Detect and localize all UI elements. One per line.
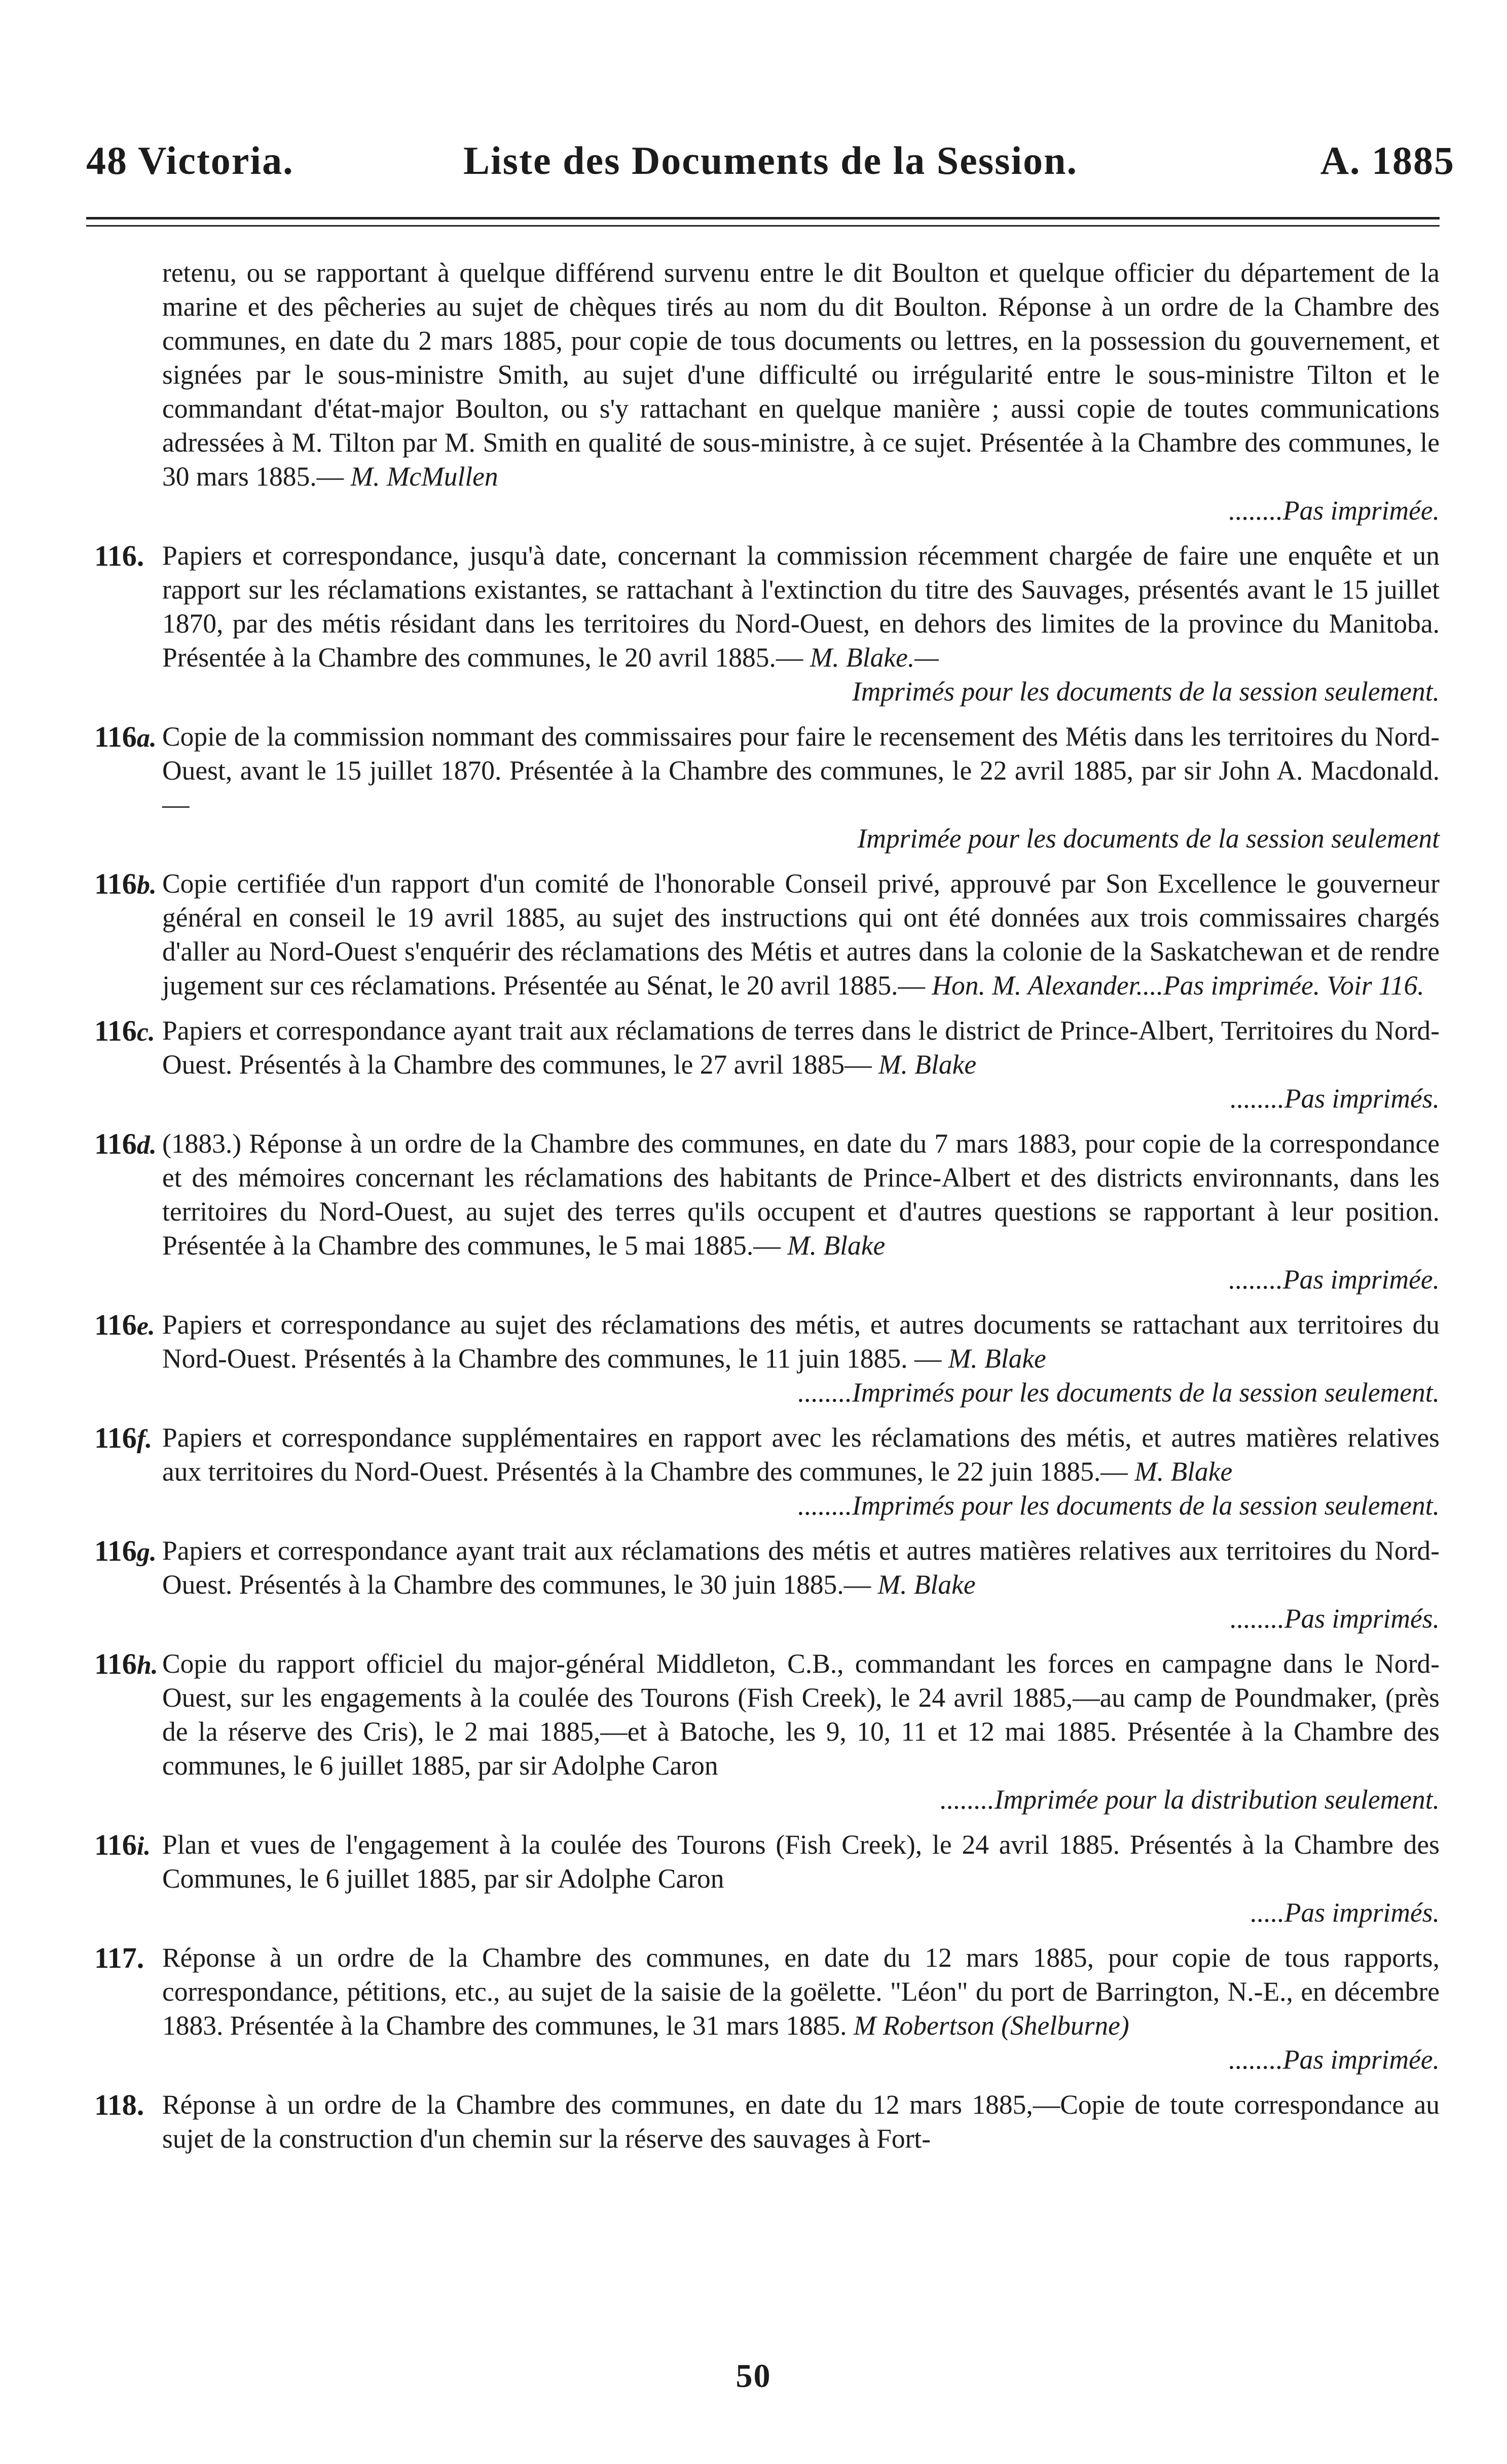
entry-text: Plan et vues de l'engagement à la coulée des Tourons (Fish Creek), le 24 avril 1885. Présentés à la Chambre des Communes, le 6 juillet 1885, par sir Adolphe Caron xyxy=(162,1829,1440,1894)
entry-number: 116f. xyxy=(94,1421,153,1454)
running-header xyxy=(86,138,1455,194)
entry-number: 116d. xyxy=(94,1127,157,1160)
entry-status: ........Pas imprimée. xyxy=(1228,495,1440,526)
header-rule-thick xyxy=(86,217,1440,219)
document-list xyxy=(86,256,1440,2167)
entry-status: ........Pas imprimés. xyxy=(1230,1083,1440,1114)
list-item xyxy=(86,1308,1440,1410)
entry-text: Réponse à un ordre de la Chambre des communes, en date du 12 mars 1885,—Copie de toute correspondance au sujet de la construction d'un chemin sur la réserve des sauvages à Fort- xyxy=(162,2089,1440,2154)
header-rule-thin xyxy=(86,225,1440,227)
list-item xyxy=(86,539,1440,709)
entry-number: 116g. xyxy=(94,1534,157,1567)
entry-mover: M Robertson (Shelburne) xyxy=(853,2010,1129,2041)
entry-status: ........Pas imprimés. xyxy=(1230,1603,1440,1634)
list-item xyxy=(86,1828,1440,1930)
entry-text: retenu, ou se rapportant à quelque différend survenu entre le dit Boulton et quelque officier du département de la marine et des pêcheries au sujet de chèques tirés au nom du dit Boulton. Réponse à un ordre de la Chambre des communes, en date du 2 mars 1885, pour copie de tous documents ou lettres, en la possession du gouvernement, et signées par le sous-ministre Smith, au sujet d'une difficulté ou irrégularité entre le sous-ministre Tilton et le commandant d'état-major Boulton, ou s'y rattachant en quelque manière ; aussi copie de toutes communications adressées à M. Tilton par M. Smith en qualité de sous-ministre, à ce sujet. Présentée à la Chambre des communes, le 30 mars 1885.— xyxy=(162,258,1440,492)
list-item xyxy=(86,720,1440,856)
entry-mover: Hon. M. Alexander....Pas imprimée. Voir 116. xyxy=(932,970,1424,1001)
entry-text: (1883.) Réponse à un ordre de la Chambre des communes, en date du 7 mars 1883, pour copie de la correspondance et des mémoires concernant les réclamations des habitants de Prince-Albert et des districts environnants, dans les territoires du Nord-Ouest, au sujet des terres qu'ils occupent et d'autres questions se rapportant à leur position. Présentée à la Chambre des communes, le 5 mai 1885.— xyxy=(162,1128,1440,1261)
entry-status: ........Pas imprimée. xyxy=(1228,2044,1440,2075)
entry-text: Papiers et correspondance ayant trait aux réclamations des métis et autres matières relatives aux territoires du Nord-Ouest. Présentés à la Chambre des communes, le 30 juin 1885.— xyxy=(162,1535,1440,1600)
entry-text: Papiers et correspondance supplémentaires en rapport avec les réclamations des métis, et autres matières relatives aux territoires du Nord-Ouest. Présentés à la Chambre des communes, le 22 juin 1885.— xyxy=(162,1422,1440,1487)
entry-text: Papiers et correspondance, jusqu'à date, concernant la commission récemment chargée de faire une enquête et un rapport sur les réclamations existantes, se rattachant à l'extinction du titre des Sauvages, présentés avant le 15 juillet 1870, par des métis résidant dans les territoires du Nord-Ouest, en dehors des limites de la province du Manitoba. Présentée à la Chambre des communes, le 20 avril 1885.— xyxy=(162,540,1440,673)
entry-number: 118. xyxy=(94,2088,144,2121)
header-year: A. 1885 xyxy=(1320,138,1455,182)
list-item xyxy=(86,867,1440,1003)
entry-number: 116i. xyxy=(94,1828,151,1861)
entry-status: ........Imprimée pour la distribution seulement. xyxy=(940,1784,1440,1815)
entry-mover: M. Blake xyxy=(787,1230,886,1261)
list-item xyxy=(86,1941,1440,2077)
entry-number: 116a. xyxy=(94,720,157,753)
entry-number: 116h. xyxy=(94,1647,158,1680)
entry-mover: M. McMullen xyxy=(350,461,498,492)
list-item xyxy=(86,1647,1440,1817)
entry-number: 116e. xyxy=(94,1308,155,1341)
entry-text: Copie de la commission nommant des commissaires pour faire le recensement des Métis dans les territoires du Nord-Ouest, avant le 15 juillet 1870. Présentée à la Chambre des communes, le 22 avril 1885, par sir John A. Macdonald.— xyxy=(162,721,1440,820)
entry-status: ........Imprimés pour les documents de la session seulement. xyxy=(797,1490,1440,1521)
list-item xyxy=(86,1127,1440,1297)
entry-text: Papiers et correspondance au sujet des réclamations des métis, et autres documents se rattachant aux territoires du Nord-Ouest. Présentés à la Chambre des communes, le 11 juin 1885. — xyxy=(162,1309,1440,1374)
entry-status: ........Pas imprimée. xyxy=(1228,1264,1440,1295)
entry-mover: M. Blake xyxy=(1134,1456,1233,1487)
list-item xyxy=(86,2088,1440,2156)
list-item xyxy=(86,1014,1440,1116)
header-volume: 48 Victoria. xyxy=(86,138,294,182)
entry-status: .....Pas imprimés. xyxy=(1250,1897,1440,1928)
entry-number: 116c. xyxy=(94,1014,155,1047)
entry-mover: M. Blake.— xyxy=(810,642,939,673)
header-title: Liste des Documents de la Session. xyxy=(463,138,1078,182)
list-item xyxy=(86,256,1440,528)
entry-text: Copie du rapport officiel du major-général Middleton, C.B., commandant les forces en campagne dans le Nord-Ouest, sur les engagements à la coulée des Tourons (Fish Creek), le 24 avril 1885,—au camp de Poundmaker, (près de la réserve des Cris), le 2 mai 1885,—et à Batoche, les 9, 10, 11 et 12 mai 1885. Présentée à la Chambre des communes, le 6 juillet 1885, par sir Adolphe Caron xyxy=(162,1648,1440,1781)
page-number: 50 xyxy=(736,2358,771,2395)
entry-text: Réponse à un ordre de la Chambre des communes, en date du 12 mars 1885, pour copie de tous rapports, correspondance, pétitions, etc., au sujet de la saisie de la goëlette. "Léon" du port de Barrington, N.-E., en décembre 1883. Présentée à la Chambre des communes, le 31 mars 1885. xyxy=(162,1942,1440,2041)
entry-number: 117. xyxy=(94,1941,144,1974)
entry-number: 116b. xyxy=(94,867,157,900)
entry-text: Copie certifiée d'un rapport d'un comité de l'honorable Conseil privé, approuvé par Son Excellence le gouverneur général en conseil le 19 avril 1885, au sujet des instructions qui ont été données aux trois commissaires chargés d'aller au Nord-Ouest s'enquérir des réclamations des Métis et autres dans la colonie de la Saskatchewan et de rendre jugement sur ces réclamations. Présentée au Sénat, le 20 avril 1885.— xyxy=(162,868,1440,1001)
entry-status: Imprimés pour les documents de la session seulement. xyxy=(852,676,1440,707)
entry-text: Papiers et correspondance ayant trait aux réclamations de terres dans le district de Prince-Albert, Territoires du Nord-Ouest. Présentés à la Chambre des communes, le 27 avril 1885— xyxy=(162,1015,1440,1080)
list-item xyxy=(86,1534,1440,1636)
entry-mover: M. Blake xyxy=(878,1049,977,1080)
entry-number: 116. xyxy=(94,539,144,572)
list-item xyxy=(86,1421,1440,1523)
entry-mover: M. Blake xyxy=(948,1343,1046,1374)
entry-status: ........Imprimés pour les documents de la session seulement. xyxy=(797,1377,1440,1408)
entry-mover: M. Blake xyxy=(877,1569,976,1600)
entry-status: Imprimée pour les documents de la session seulement xyxy=(857,823,1440,854)
